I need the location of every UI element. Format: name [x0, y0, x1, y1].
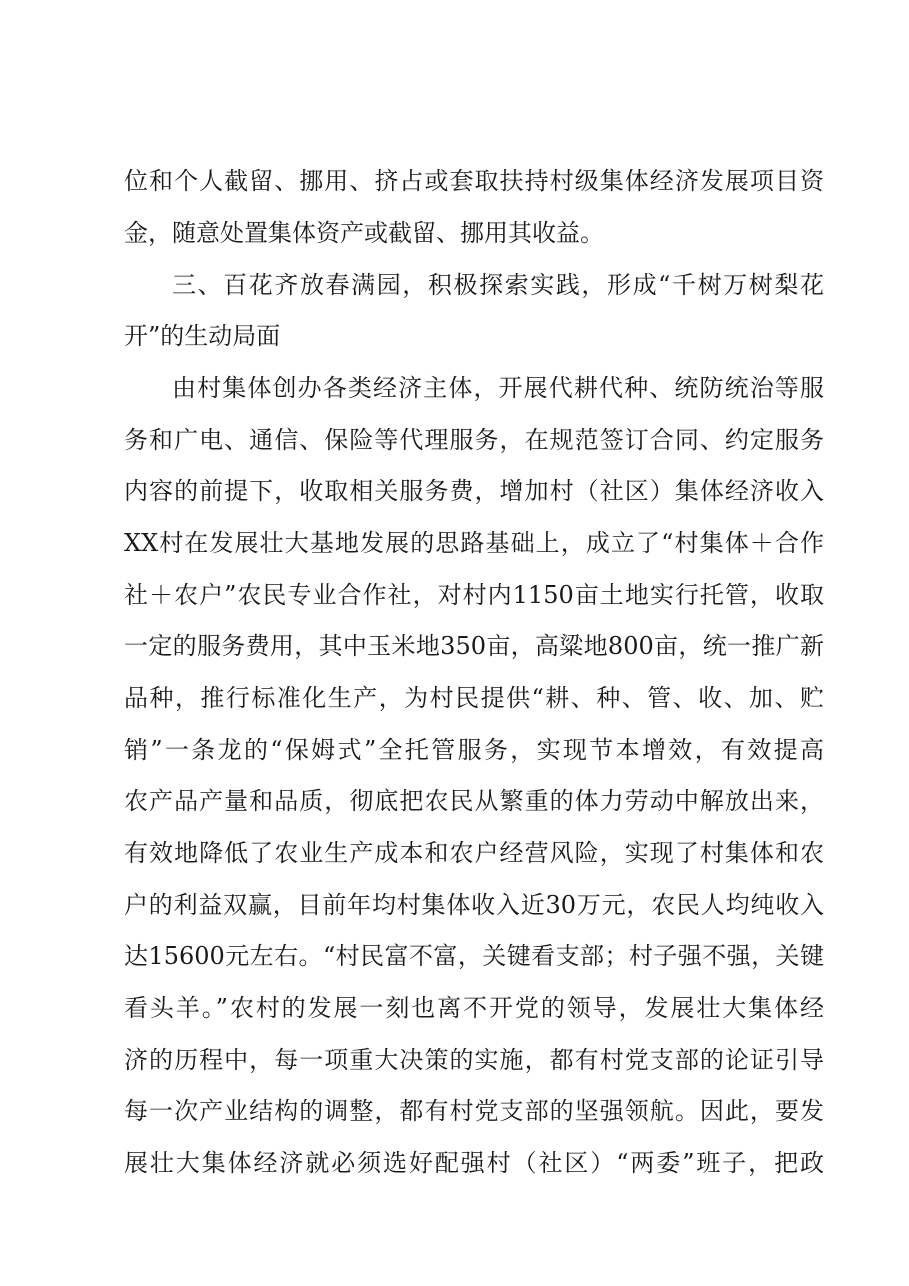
text-line-12: 销”一条龙的“保姆式”全托管服务，实现节本增效，有效提高	[124, 736, 824, 764]
text-line-11: 品种，推行标准化生产，为村民提供“耕、种、管、收、加、贮	[124, 684, 824, 712]
text-line-8: XX村在发展壮大基地发展的思路基础上，成立了“村集体＋合作	[124, 529, 824, 557]
text-line-2: 金，随意处置集体资产或截留、挪用其收益。	[124, 219, 604, 247]
text-line-10: 一定的服务费用，其中玉米地350亩，高粱地800亩，统一推广新	[124, 632, 824, 660]
section-heading-line-1: 三、百花齐放春满园，积极探索实践，形成“千树万树梨花	[172, 271, 824, 299]
text-line-9: 社＋农户”农民专业合作社，对村内1150亩土地实行托管，收取	[124, 581, 824, 609]
text-line-1: 位和个人截留、挪用、挤占或套取扶持村级集体经济发展项目资	[124, 167, 824, 195]
text-line-7: 内容的前提下，收取相关服务费，增加村（社区）集体经济收入	[124, 477, 824, 505]
text-line-6: 务和广电、通信、保险等代理服务，在规范签订合同、约定服务	[124, 426, 824, 454]
text-line-5: 由村集体创办各类经济主体，开展代耕代种、统防统治等服	[172, 374, 824, 402]
text-line-15: 户的利益双赢，目前年均村集体收入近30万元，农民人均纯收入	[124, 891, 824, 919]
section-heading-line-2: 开”的生动局面	[124, 322, 281, 350]
text-line-14: 有效地降低了农业生产成本和农户经营风险，实现了村集体和农	[124, 839, 824, 867]
text-line-20: 展壮大集体经济就必须选好配强村（社区）“两委”班子，把政	[124, 1149, 824, 1177]
text-line-13: 农产品产量和品质，彻底把农民从繁重的体力劳动中解放出来，	[124, 787, 824, 815]
text-line-18: 济的历程中，每一项重大决策的实施，都有村党支部的论证引导	[124, 1046, 824, 1074]
text-line-17: 看头羊。”农村的发展一刻也离不开党的领导，发展壮大集体经	[124, 994, 824, 1022]
text-line-16: 达15600元左右。“村民富不富，关键看支部；村子强不强，关键	[124, 942, 824, 970]
text-line-19: 每一次产业结构的调整，都有村党支部的坚强领航。因此，要发	[124, 1097, 824, 1125]
